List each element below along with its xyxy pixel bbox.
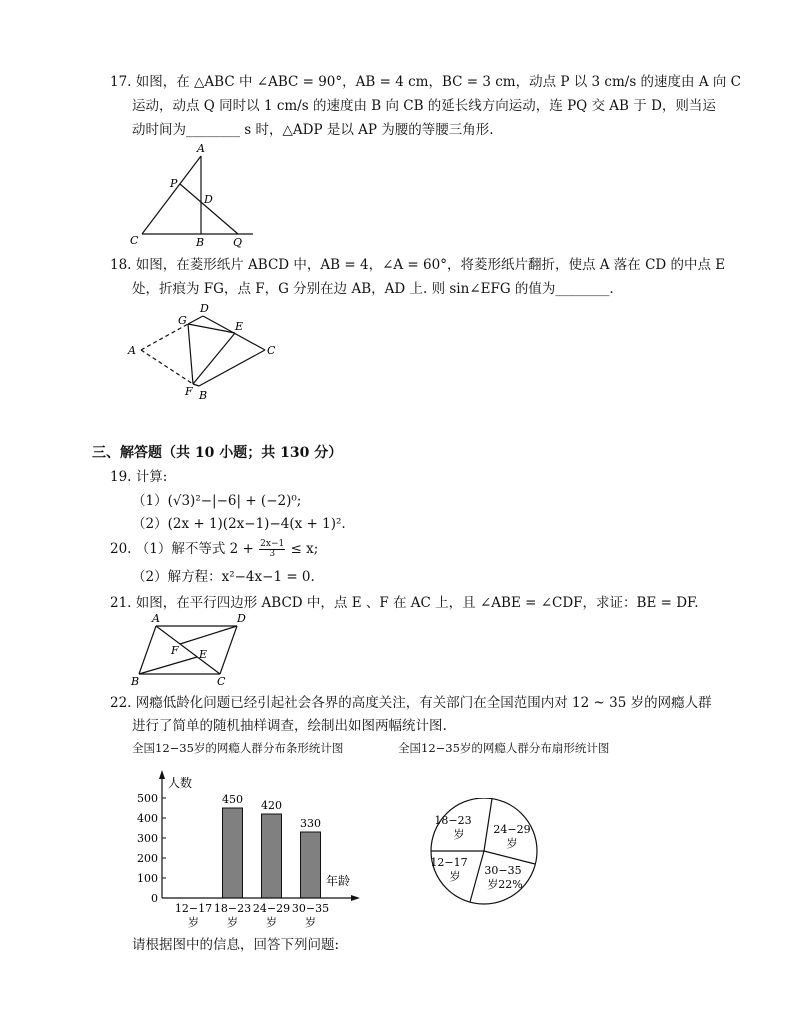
q20-part1: [110, 540, 318, 559]
q18-line1: 18. 如图，在菱形纸片 ABCD 中，AB = 4，∠A = 60°，将菱形纸片翻折，使点 A 落在 CD 的中点 E: [110, 257, 726, 273]
bar-chart-ytick-label: 500: [137, 792, 158, 805]
q17-line2: 运动，动点 Q 同时以 1 cm/s 的速度由 B 向 CB 的延长线方向运动，连 PQ 交 AB 于 D，则当运: [132, 98, 716, 114]
q18-segment-gd: [188, 316, 203, 324]
q17-label-d: D: [204, 193, 213, 206]
pie-slice-label-2b: 岁: [506, 837, 518, 850]
q20-fraction: [259, 540, 285, 559]
q22-footer: 请根据图中的信息，回答下列问题:: [132, 937, 340, 953]
pie-slice-label-4b: 岁: [449, 870, 461, 883]
bar-chart-ytick-label: 400: [137, 812, 158, 825]
pie-slice-label-2a: 24−29: [493, 823, 531, 836]
q17-segment-pq: [180, 184, 238, 234]
bar-chart-category-label: 12−17: [174, 902, 213, 915]
bar: [223, 808, 243, 898]
q21-label-d: D: [237, 612, 246, 625]
q18-fold-gf: [188, 324, 193, 384]
q20-fraction-denominator: 3: [269, 549, 276, 559]
q21-label-b: B: [131, 675, 140, 688]
bar-chart-category-label: 24−29: [252, 902, 291, 915]
q21-label-f: F: [171, 644, 179, 657]
q19-part1: （1）(√3)²−|−6| + (−2)⁰;: [132, 493, 302, 509]
bar-chart-category-label-unit: 岁: [266, 916, 277, 929]
bar-data-label: 450: [222, 793, 243, 806]
pie-slice-label-3a: 30−35: [484, 864, 522, 877]
q17-figure: [120, 140, 260, 250]
pie-slice-label-4a: 12−17: [430, 856, 468, 869]
q18-segment-ge: [188, 324, 235, 333]
q18-line2: 处，折痕为 FG，点 F，G 分别在边 AB，AD 上. 则 sin∠EFG 的值为________.: [132, 281, 614, 297]
bar-chart-category-label-unit: 岁: [305, 916, 316, 929]
q20-part1-post: ≤ x;: [290, 541, 319, 557]
q19-part2: （2）(2x + 1)(2x−1)−4(x + 1)².: [132, 516, 346, 532]
q18-label-d: D: [200, 302, 209, 315]
q17-label-b: B: [196, 236, 205, 249]
bar-chart-ytick-label: 300: [137, 832, 158, 845]
bar-chart-category-label-unit: 岁: [188, 916, 199, 929]
bar-chart-category-label-unit: 岁: [227, 916, 238, 929]
q18-segment-cb: [199, 350, 265, 386]
q21-figure: [125, 612, 255, 688]
q21-label-e: E: [199, 648, 208, 661]
q17-label-p: P: [170, 177, 178, 190]
bar: [301, 832, 321, 898]
q18-dashed-af: [141, 350, 193, 384]
q18-label-e: E: [235, 320, 244, 333]
q20-fraction-numerator: 2x−1: [260, 539, 285, 549]
q18-label-g: G: [178, 314, 187, 327]
q17-label-q: Q: [233, 236, 243, 249]
pie-slice-label-1a: 18−23: [434, 814, 472, 827]
q18-label-f: F: [185, 385, 193, 398]
q21-text: 21. 如图，在平行四边形 ABCD 中，点 E 、F 在 AC 上，且 ∠ABE = ∠CDF，求证：BE = DF.: [110, 595, 699, 611]
section-3-title: 三、解答题（共 10 小题；共 130 分）: [92, 445, 343, 461]
pie-chart: [425, 798, 545, 908]
q20-part2: （2）解方程：x²−4x−1 = 0.: [132, 569, 315, 585]
q22-line1: 22. 网瘾低龄化问题已经引起社会各界的高度关注，有关部门在全国范围内对 12 ~ 35 岁的网瘾人群: [110, 695, 712, 711]
q17-line1: 17. 如图，在 △ABC 中 ∠ABC = 90°，AB = 4 cm，BC = 3 cm，动点 P 以 3 cm/s 的速度由 A 向 C: [110, 74, 742, 90]
q21-segment-dc: [220, 626, 237, 674]
q18-label-c: C: [267, 344, 276, 357]
q18-label-b: B: [199, 389, 208, 402]
bar-chart-y-arrow: [159, 770, 165, 779]
q18-dashed-ag: [141, 324, 188, 350]
bar-chart-x-arrow: [351, 895, 360, 901]
q18-label-a: A: [128, 344, 136, 357]
bar-chart-ylabel: 人数: [168, 776, 193, 790]
bar-data-label: 420: [261, 799, 282, 812]
q22-caption-bar: 全国12−35岁的网瘾人群分布条形统计图: [132, 741, 344, 755]
q21-label-c: C: [217, 675, 226, 688]
bar-chart-xlabel: 年龄: [326, 874, 351, 888]
q18-segment-fb: [193, 384, 199, 386]
q22-caption-pie: 全国12−35岁的网瘾人群分布扇形统计图: [398, 741, 610, 755]
q17-label-c: C: [130, 234, 139, 247]
bar-chart: [132, 765, 362, 935]
q21-segment-df: [180, 626, 237, 644]
q19-head: 19. 计算:: [110, 469, 168, 485]
pie-slice-label-3b: 岁22%: [487, 878, 523, 891]
bar-data-label: 330: [300, 817, 321, 830]
q22-line2: 进行了简单的随机抽样调查，绘制出如图两幅统计图.: [132, 718, 447, 734]
bar-chart-ytick-label: 0: [151, 892, 158, 905]
q17-label-a: A: [197, 142, 205, 155]
q21-segment-be: [139, 657, 197, 674]
q20-part1-pre: 20. （1）解不等式 2 +: [110, 541, 254, 557]
bar-chart-ytick-label: 100: [137, 872, 158, 885]
bar: [262, 814, 282, 898]
q18-figure: [125, 300, 285, 405]
q21-segment-ba: [139, 626, 156, 674]
bar-chart-category-label: 30−35: [291, 902, 330, 915]
bar-chart-category-label: 18−23: [213, 902, 252, 915]
bar-chart-ytick-label: 200: [137, 852, 158, 865]
q18-segment-ef: [193, 333, 235, 384]
q17-line3: 动时间为________ s 时，△ADP 是以 AP 为腰的等腰三角形.: [132, 122, 494, 138]
pie-slice-label-1b: 岁: [453, 828, 465, 841]
q21-label-a: A: [152, 612, 160, 625]
